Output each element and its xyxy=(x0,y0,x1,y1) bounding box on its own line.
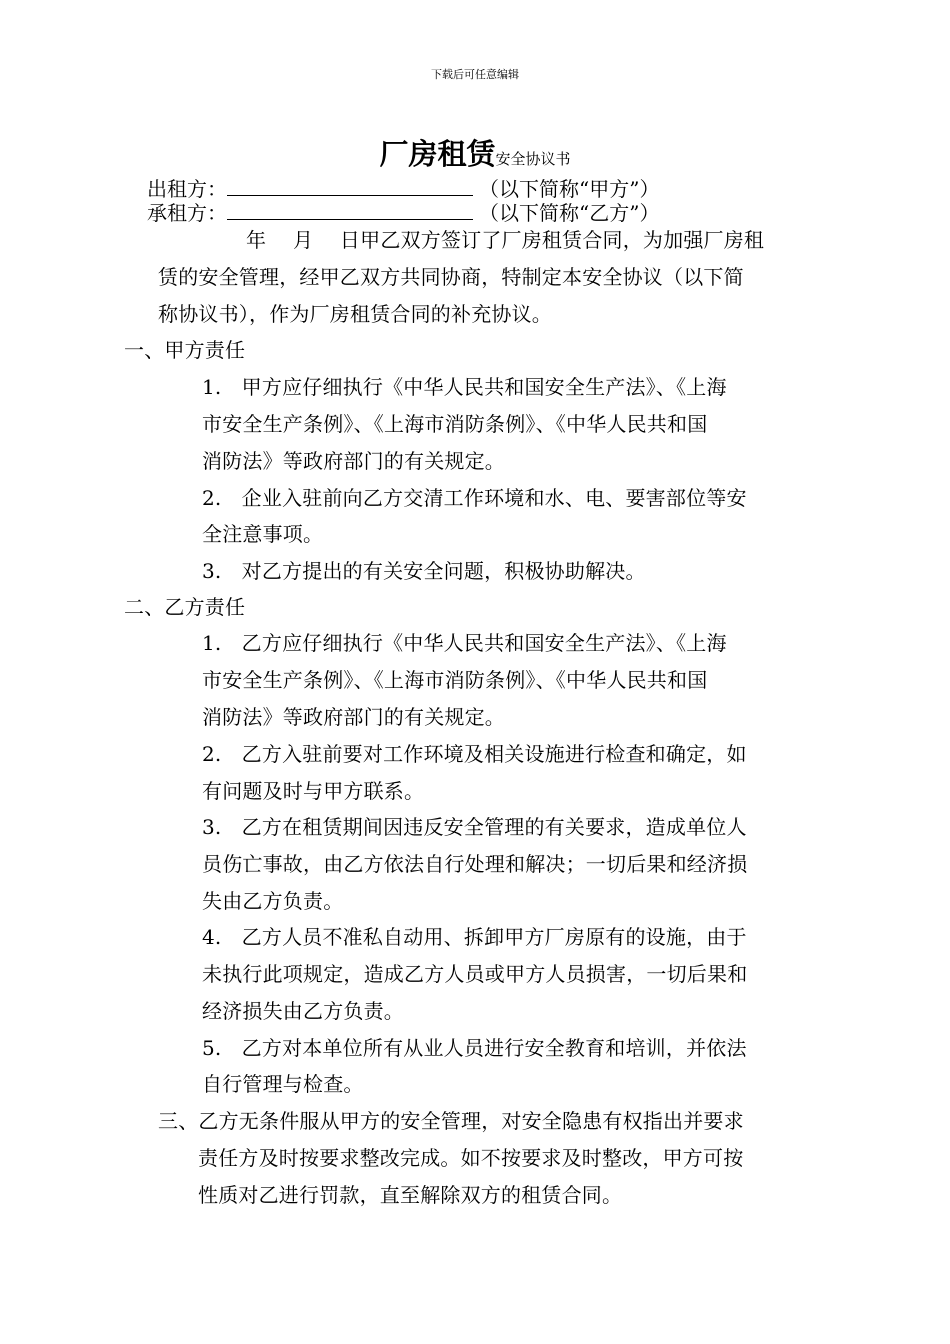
section2-item4-line3: 经济损失由乙方负责。 xyxy=(202,999,404,1023)
section1-item2-line1: 2. 企业入驻前向乙方交清工作环境和水、电、要害部位等安 xyxy=(202,486,747,510)
section2-item3-line3: 失由乙方负责。 xyxy=(202,889,344,913)
lessee-label: 承租方： xyxy=(147,201,227,225)
lessee-row xyxy=(147,200,659,226)
section2-item3-line1: 3. 乙方在租赁期间因违反安全管理的有关要求，造成单位人 xyxy=(202,815,747,839)
section2-item3-line2: 员伤亡事故，由乙方依法自行处理和解决；一切后果和经济损 xyxy=(202,852,748,876)
section2-item2-line2: 有问题及时与甲方联系。 xyxy=(202,779,425,803)
lessor-blank xyxy=(227,177,473,196)
lessee-blank xyxy=(227,201,473,220)
section-heading-3-line1: 三、乙方无条件服从甲方的安全管理，对安全隐患有权指出并要求 xyxy=(158,1109,744,1133)
section1-item1-line1: 1. 甲方应仔细执行《中华人民共和国安全生产法》、《上海 xyxy=(202,375,727,399)
lessor-label: 出租方： xyxy=(147,177,227,201)
section2-item2-line1: 2. 乙方入驻前要对工作环境及相关设施进行检查和确定，如 xyxy=(202,742,747,766)
section2-item4-line2: 未执行此项规定，造成乙方人员或甲方人员损害，一切后果和 xyxy=(202,962,748,986)
section1-item2-line2: 全注意事项。 xyxy=(202,522,324,546)
title-sub: 安全协议书 xyxy=(495,150,571,168)
section-heading-1: 一、甲方责任 xyxy=(124,338,246,362)
section2-item5-line1: 5. 乙方对本单位所有从业人员进行安全教育和培训，并依法 xyxy=(202,1036,747,1060)
lessee-note: （以下简称“乙方”） xyxy=(479,201,660,225)
document-title xyxy=(0,132,950,173)
section2-item5-line2: 自行管理与检查。 xyxy=(202,1072,364,1096)
section2-item1-line1: 1. 乙方应仔细执行《中华人民共和国安全生产法》、《上海 xyxy=(202,631,727,655)
page-header-note: 下载后可任意编辑 xyxy=(431,68,519,81)
section-heading-2: 二、乙方责任 xyxy=(124,595,246,619)
intro-line-3: 称协议书），作为厂房租赁合同的补充协议。 xyxy=(158,302,552,326)
section3-line2: 责任方及时按要求整改完成。如不按要求及时整改，甲方可按 xyxy=(198,1146,744,1170)
lessor-row xyxy=(147,176,659,202)
section1-item3-line1: 3. 对乙方提出的有关安全问题，积极协助解决。 xyxy=(202,559,646,583)
section1-item1-line2: 市安全生产条例》、《上海市消防条例》、《中华人民共和国 xyxy=(202,412,708,436)
title-main: 厂房租赁 xyxy=(379,137,496,171)
section2-item1-line2: 市安全生产条例》、《上海市消防条例》、《中华人民共和国 xyxy=(202,668,708,692)
section3-line3: 性质对乙进行罚款，直至解除双方的租赁合同。 xyxy=(198,1183,623,1207)
intro-line-2: 赁的安全管理，经甲乙双方共同协商，特制定本安全协议（以下简 xyxy=(158,265,744,289)
section2-item1-line3: 消防法》等政府部门的有关规定。 xyxy=(202,705,505,729)
intro-line-1: 年 月 日甲乙双方签订了厂房租赁合同，为加强厂房租 xyxy=(246,228,765,252)
section1-item1-line3: 消防法》等政府部门的有关规定。 xyxy=(202,449,505,473)
section2-item4-line1: 4. 乙方人员不准私自动用、拆卸甲方厂房原有的设施，由于 xyxy=(202,925,747,949)
lessor-note: （以下简称“甲方”） xyxy=(479,177,660,201)
